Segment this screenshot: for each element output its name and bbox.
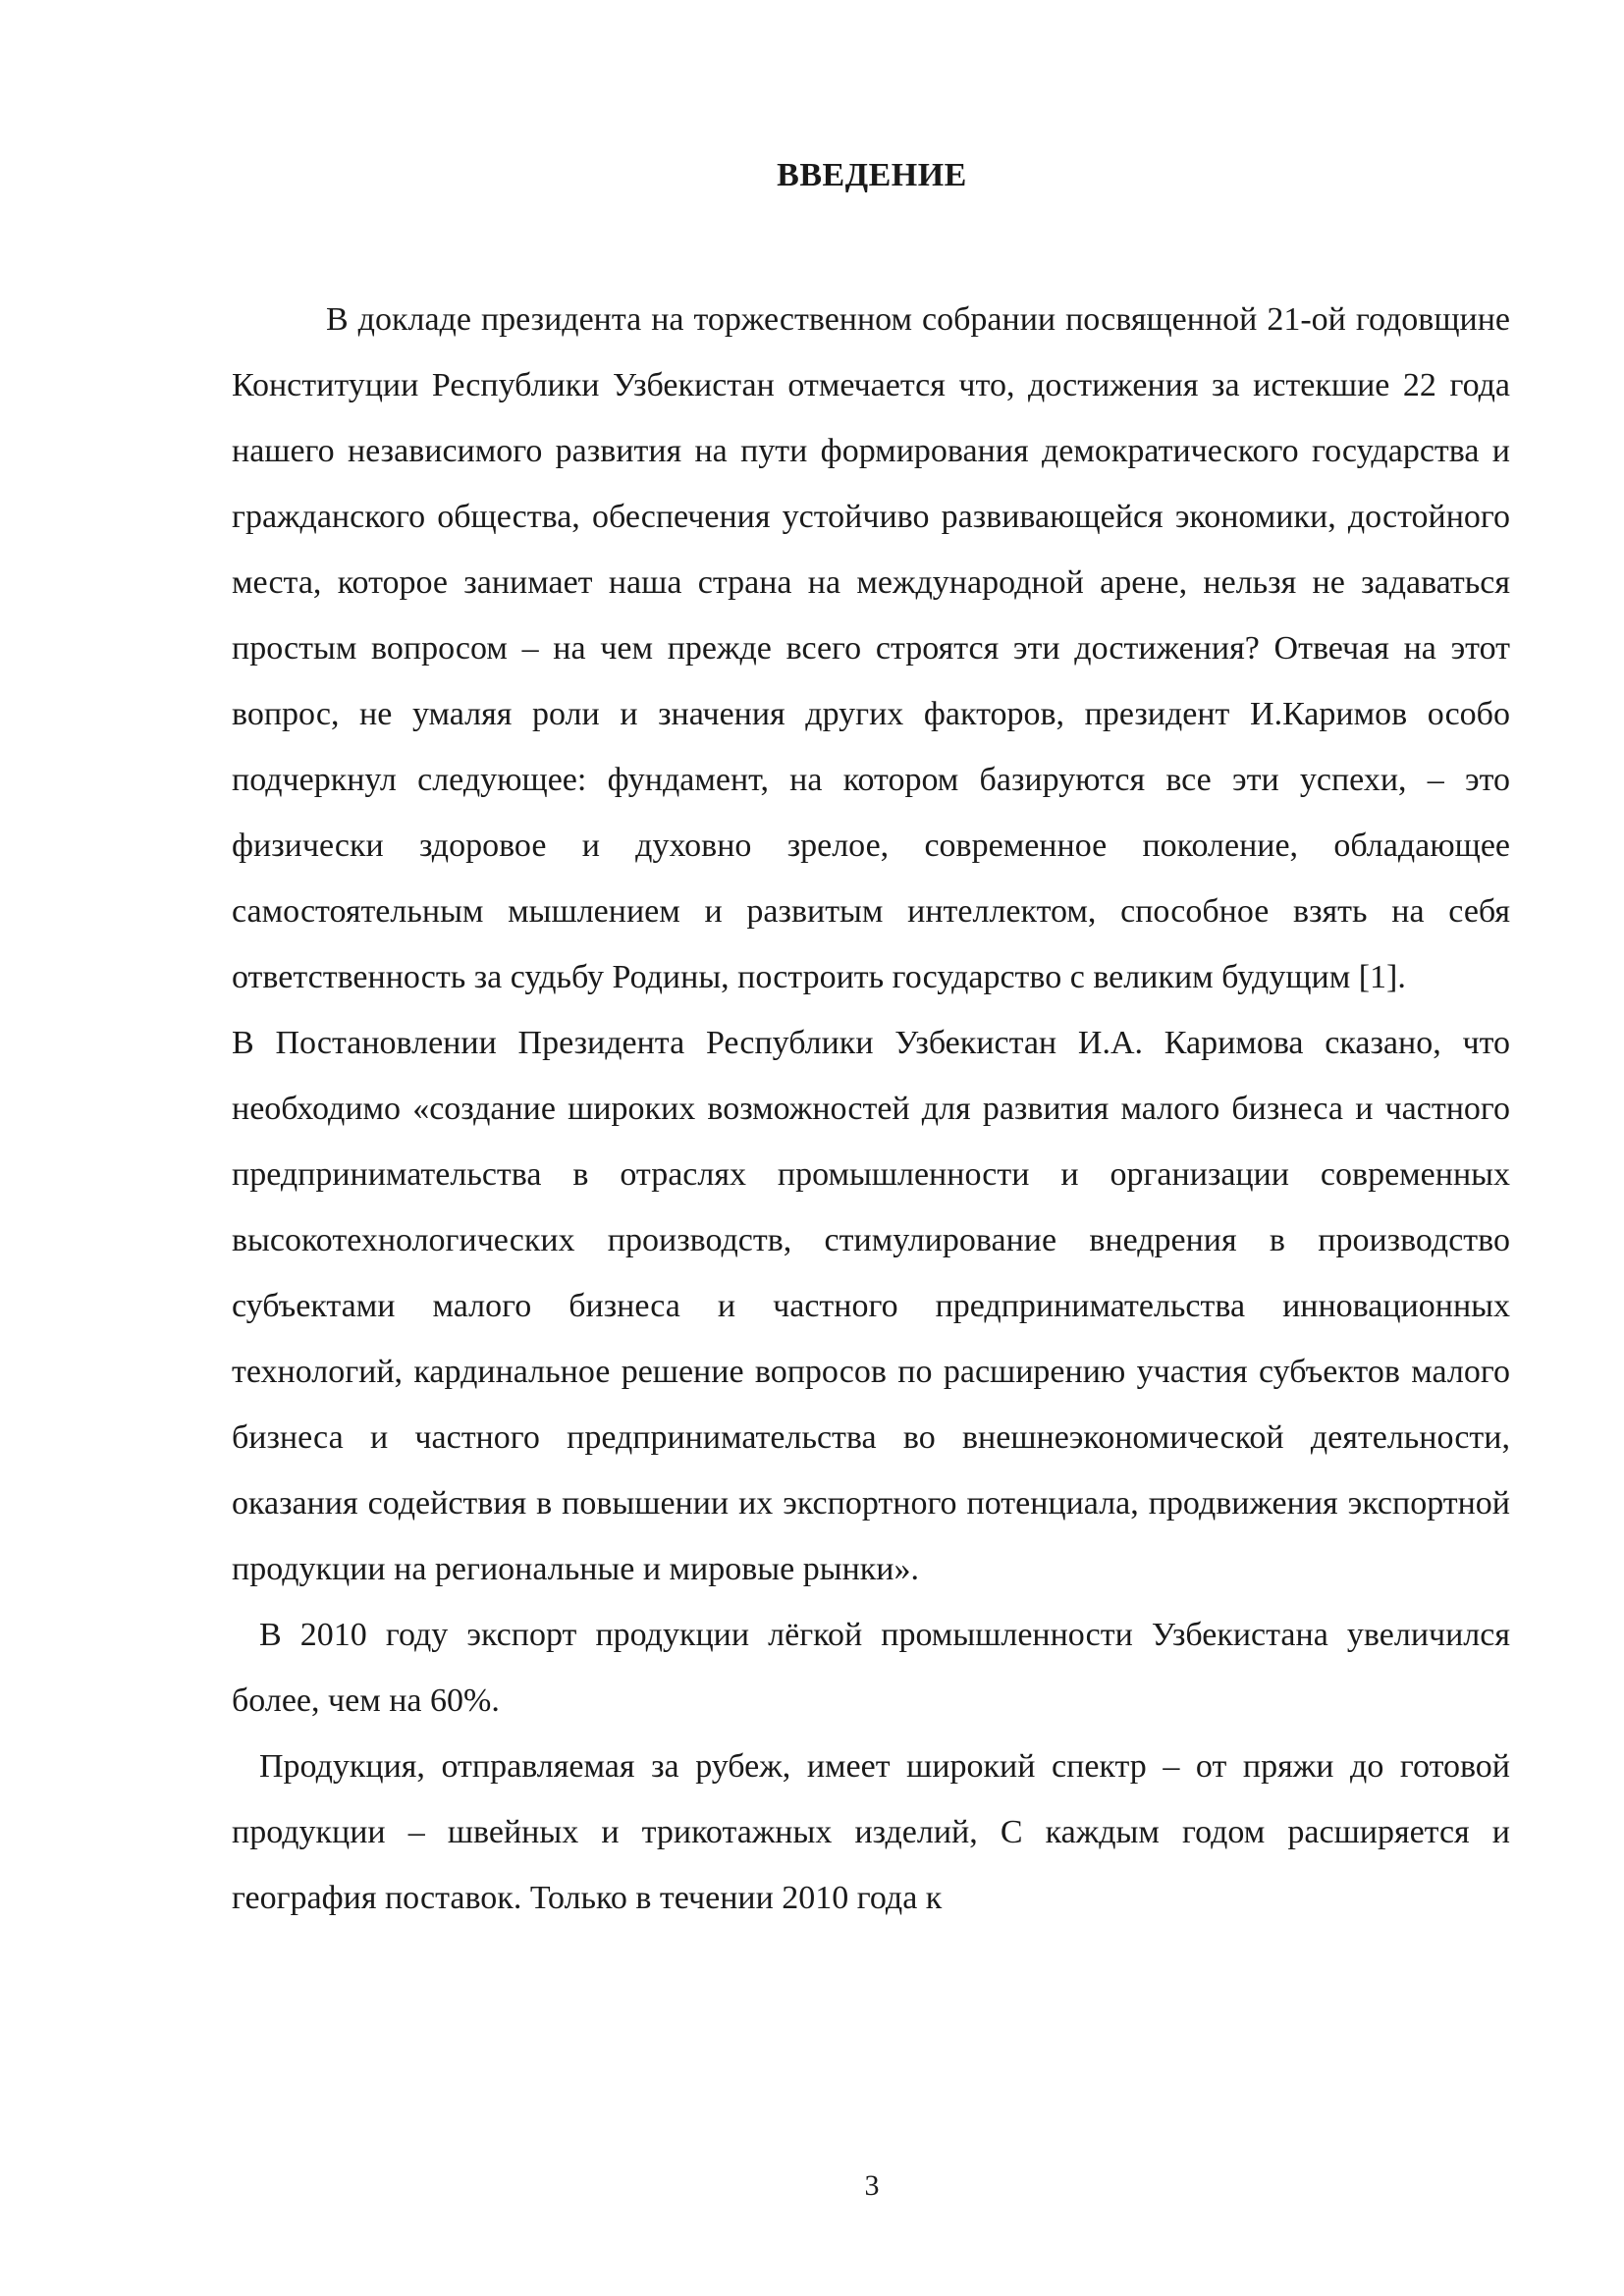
paragraph-export-growth: В 2010 году экспорт продукции лёгкой промышленности Узбекистана увеличился более, чем на 60%. (232, 1617, 1510, 1719)
page-number: 3 (864, 2169, 880, 2202)
paragraph-export-products: Продукция, отправляемая за рубеж, имеет широкий спектр – от пряжи до готовой продукции – швейных и трикотажных изделий, С каждым годом расширяется и география поставок. Только в течении 2010 года к (232, 1748, 1510, 1916)
paragraph-presidential-decree: В Постановлении Президента Республики Узбекистан И.А. Каримова сказано, что необходимо «создание широких возможностей для развития малого бизнеса и частного предпринимательства в отраслях промышленности и организации современных высокотехнологических производств, стимулирование внедрения в производство субъектами малого бизнеса и частного предпринимательства инновационных технологий, кардинальное решение вопросов по расширению участия субъектов малого бизнеса и частного предпринимательства во внешнеэкономической деятельности, оказания содействия в повышении их экспортного потенциала, продвижения экспортной продукции на региональные и мировые рынки». (232, 1025, 1510, 1587)
document-body (232, 287, 1510, 1931)
page-title: ВВЕДЕНИЕ (777, 157, 967, 193)
paragraph-constitution-report: В докладе президента на торжественном собрании посвященной 21-ой годовщине Конституции Республики Узбекистан отмечается что, достижения за истекшие 22 года нашего независимого развития на пути формирования демократического государства и гражданского общества, обеспечения устойчиво развивающейся экономики, достойного места, которое занимает наша страна на международной арене, нельзя не задаваться простым вопросом – на чем прежде всего строятся эти достижения? Отвечая на этот вопрос, не умаляя роли и значения других факторов, президент И.Каримов особо подчеркнул следующее: фундамент, на котором базируются все эти успехи, – это физически здоровое и духовно зрелое, современное поколение, обладающее самостоятельным мышлением и развитым интеллектом, способное взять на себя ответственность за судьбу Родины, построить государство с великим будущим [1]. (232, 301, 1510, 995)
